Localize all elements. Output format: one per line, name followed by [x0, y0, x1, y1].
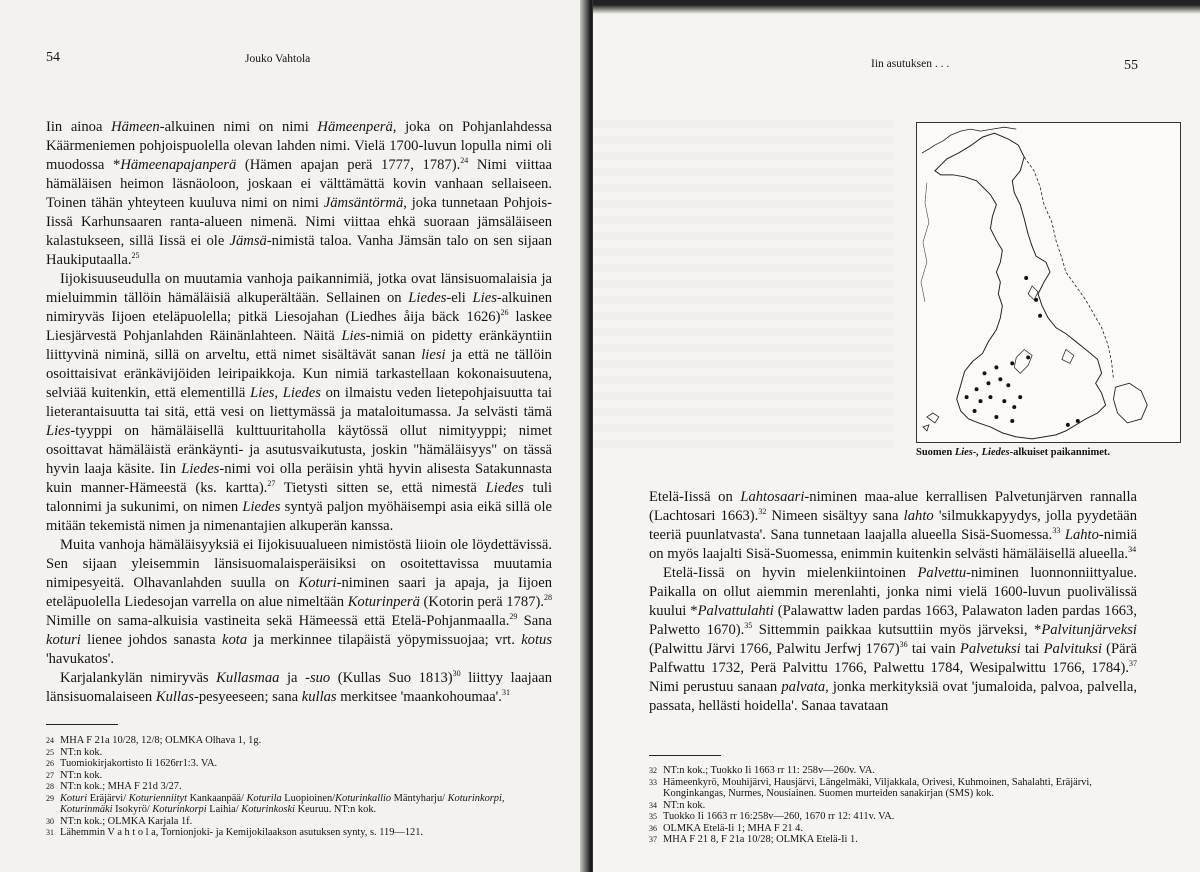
paragraph: Iin ainoa Hämeen-alkuinen nimi on nimi Hämeenperä, joka on Pohjanlahdessa Käärmeniemen pohjoispuolella olevan lahden nimi. Vielä 1700-luvun lopulla nimi oli muodossa *Hämeenapajanperä (Hämen apajan perä 1777, 1787).$^{24}$ Nimi viittaa hämäläisen heimon läsnäoloon, joskaan ei välttämättä kovin vanhaan sellaiseen. Toinen tähän yhteyteen kuuluva nimi on nimi Jämsäntörmä, joka tunnetaan Pohjois-Iissä Karhunsaaren ranta-alueen nimenä. Nimi viittaa ehkä suoraan jämsäläiseen kalastukseen, sillä Iissä ei ole Jämsä-nimistä taloa. Vanha Jämsän talo on sen sijaan Haukiputaalla.$^{25}$	[46, 119, 553, 268]
map-dot	[986, 381, 990, 385]
finland-outline	[935, 133, 1106, 439]
footnote: 31 Lähemmin V a h t o l a, Tornionjoki- ja Kemijokilaakson asutuksen synty, s. 119—121.	[46, 827, 424, 838]
footnote: 34 NT:n kok.	[649, 799, 706, 811]
paragraph: Etelä-Iissä on hyvin mielenkiintoinen Palvettu-niminen luonnonniittyalue. Paikalla on ollut aiemmin merenlahti, jonka nimi vielä 1600-luvun puolivälissä kuului *Palvattulahti (Palawattw laden pardas 1663, Palawaton laden pardas 1663, Palwetto 1670).$^{35}$ Sittemmin paikkaa kutsuttiin myös järveksi, *Palvitunjärveksi (Palwittu Järvi 1766, Palwitu Jerfwj 1767)$^{36}$ tai vain Palvetuksi tai Palvituksi (Pärä Palfwattu 1732, Perä Palvittu 1766, Palwettu 1784, Wesipalwittu 1766, 1784).$^{37}$ Nimi perustuu sanaan palvata, jonka merkityksiä ovat 'jumaloida, palvoa, palvella, passata, hellästi hoidella'. Sanaa tavataan	[649, 565, 1137, 714]
footnote-rule	[46, 724, 118, 725]
eastern-border	[1024, 157, 1113, 379]
map-dot	[1076, 419, 1080, 423]
map-dot	[1006, 383, 1010, 387]
bothnia-coast	[921, 183, 929, 302]
right-body-text	[649, 488, 1137, 716]
running-head-right: Iin asutuksen . . .	[871, 58, 950, 70]
map-caption: Suomen Lies-, Liedes-alkuiset paikannimet.	[916, 447, 1110, 458]
map-dot	[1018, 395, 1022, 399]
footnote: 32 NT:n kok.; Tuokko Ii 1663 rr 11: 258v—260v. VA.	[649, 765, 875, 776]
footnote: 29 Koturi Eräjärvi/ Koturienniityt Kankaanpää/ Koturila Luopioinen/Koturinkallio Mäntyharju/ Koturinkorpi, Koturinmäki Isokyrö/ Koturinkorpi Laihia/ Koturinkoski Keuruu. NT:n kok.	[46, 792, 505, 815]
footnote: 36 OLMKA Etelä-Ii 1; MHA F 21 4.	[649, 822, 803, 834]
footnote: 30 NT:n kok.; OLMKA Karjala 1f.	[46, 815, 193, 827]
running-head-left: Jouko Vahtola	[245, 53, 311, 65]
footnote: 24 MHA F 21a 10/28, 12/8; OLMKA Olhava 1, 1g.	[46, 735, 262, 746]
map-dot	[979, 399, 983, 403]
map-dot	[1002, 399, 1006, 403]
map-dot	[1024, 276, 1028, 280]
map-dot	[1066, 423, 1070, 427]
footnote: 27 NT:n kok.	[46, 769, 103, 781]
ladoga-lake	[1114, 383, 1148, 423]
finland-map-figure	[916, 122, 1181, 443]
footnote: 37 MHA F 21 8, F 21a 10/28; OLMKA Etelä-Ii 1.	[649, 834, 858, 845]
map-dot	[975, 387, 979, 391]
footnote: 28 NT:n kok.; MHA F 21d 3/27.	[46, 781, 182, 792]
left-footnotes	[46, 735, 552, 839]
map-dot	[983, 371, 987, 375]
page-number-right: 55	[1124, 58, 1138, 73]
map-dot	[973, 409, 977, 413]
map-dot	[1038, 314, 1042, 318]
right-page	[593, 0, 1200, 872]
lake	[1014, 349, 1032, 373]
map-dot	[988, 395, 992, 399]
map-dot	[1012, 405, 1016, 409]
map-dot	[965, 395, 969, 399]
map-dot	[1026, 355, 1030, 359]
aland-islands	[923, 413, 939, 431]
map-dot	[994, 415, 998, 419]
footnote: 26 Tuomiokirjakortisto Ii 1626rr1:3. VA.	[46, 758, 218, 769]
left-body-text	[46, 118, 552, 707]
map-dot	[1010, 361, 1014, 365]
map-dot	[1034, 298, 1038, 302]
footnote: 33 Hämeenkyrö, Mouhijärvi, Hausjärvi, Längelmäki, Viljakkala, Orivesi, Kuhmoinen, Sahalahti, Eräjärvi, Konginkangas, Nurmes, Nousiainen. Suomen murteiden sanakirjan (SMS) kok.	[649, 776, 1092, 799]
northern-border	[922, 127, 1016, 153]
footnote: 35 Tuokko Ii 1663 rr 16:258v—260, 1670 rr 12: 411v. VA.	[649, 811, 895, 822]
footnote-rule	[649, 755, 721, 756]
paragraph: Etelä-Iissä on Lahtosaari-niminen maa-alue kerrallisen Palvetunjärven rannalla (Lachtosari 1663).$^{32}$ Nimeen sisältyy sana lahto 'silmukkapyydys, jolla pyydetään teeriä puunlatvasta'. Sana tunnetaan laajalla alueella Sisä-Suomessa.$^{33}$ Lahto-nimiä on myös laajalti Sisä-Suomessa, enimmin kuitenkin selvästi hämäläisellä alueella.$^{34}$	[649, 489, 1138, 562]
page-number-left: 54	[46, 50, 60, 65]
lake	[1028, 286, 1038, 300]
map-dot	[998, 377, 1002, 381]
left-page	[0, 0, 586, 872]
paragraph: Karjalankylän nimiryväs Kullasmaa ja -suo (Kullas Suo 1813)$^{30}$ liittyy laajaan länsisuomalaiseen Kullas-pesyeeseen; sana kullas merkitsee 'maankohoumaa'.$^{31}$	[46, 669, 552, 705]
map-dot	[994, 365, 998, 369]
right-footnotes	[649, 765, 1137, 846]
scan-top-shadow	[593, 0, 1200, 14]
lake	[1062, 349, 1074, 363]
paragraph: Iijokisuuseudulla on muutamia vanhoja paikannimiä, jotka ovat länsisuomalaisia ja mieluimmin tällöin hämäläisiä alkuperältään. Sellainen on Liedes-eli Lies-alkuinen nimiryväs Iijoen eteläpuolella; pitkä Liesojahan (Liedhes åija bäck 1626)$^{26}$ laskee Liesjärvestä Pohjanlahden Räinänlahteen. Näitä Lies-nimiä on pidetty eränkäyntiin liittyvinä niminä, sillä on arveltu, että nimet sisältävät sanan liesi ja että ne tällöin osoittaisivat eränkävijöiden leiripaikkoja. Kun nimiä tarkastellaan kokonaisuutena, selviää kuitenkin, että elementillä Lies, Liedes on ilmaistu veden lietepohjaisuutta tai lieterantaisuutta tai sitä, että vesi on liettymässä ja mataloitumassa. Ja selvästi tämä Lies-tyyppi on hämäläisellä kulttuuritaholla käytössä ollut nimityyppi; nimet osoittavat hämäläistä eränkäynti- ja asutusvaikutusta, joskin "hämäläisyys" on tässä hyvin laaja käsite. Iin Liedes-nimi voi olla peräisin yhtä hyvin alisesta Satakunnasta kuin manner-Hämeestä (ks. kartta).$^{27}$ Tietysti sitten se, että nimestä Liedes tuli talonnimi ja sukunimi, on nimen Liedes syntyä paljon myöhäisempi asia eikä sillä ole mitään tekemistä nimen ja nimenantajien alkuperän kanssa.	[46, 271, 553, 534]
map-dot	[1010, 419, 1014, 423]
show-through-bleed	[593, 120, 893, 450]
finland-map	[917, 123, 1180, 442]
footnote: 25 NT:n kok.	[46, 746, 103, 758]
paragraph: Muita vanhoja hämäläisyyksiä ei Iijokisuualueen nimistöstä liioin ole löydettävissä. Sen sijaan yleisemmin länsisuomalaisperäisiksi on osoitettavissa muutamia nimipesyeitä. Olhavanlahden suulla on Koturi-niminen saari ja apaja, ja Iijoen eteläpuolella Liedesojan varrella on alue nimeltään Koturinperä (Kotorin perä 1787).$^{28}$ Nimille on sama-alkuisia vastineita sekä Hämeessä että Etelä-Pohjanmaalla.$^{29}$ Sana koturi lienee johdos sanasta kota ja merkinnee tilapäistä yöpymissuojaa; vrt. kotus 'havukatos'.	[46, 537, 553, 667]
